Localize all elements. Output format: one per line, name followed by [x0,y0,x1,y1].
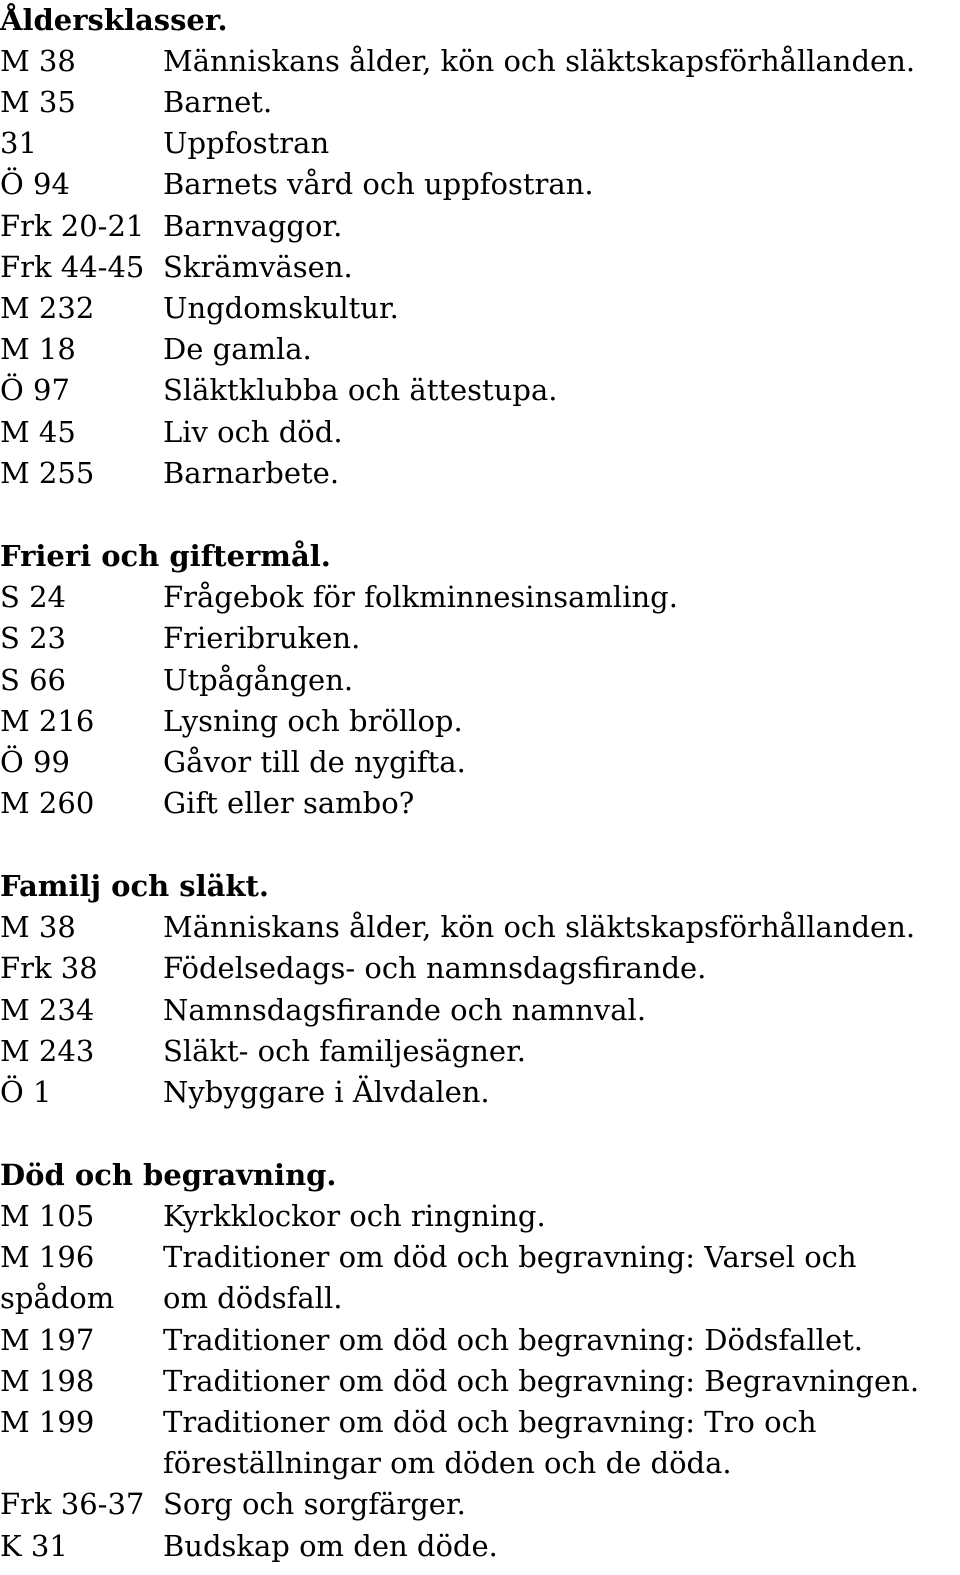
item-title: Födelsedags- och namnsdagsfirande. [163,951,707,985]
item-title: Sorg och sorgfärger. [163,1487,466,1521]
item-code: M 105 [0,1199,95,1233]
item-code: M 198 [0,1364,95,1398]
item-code: M 199 [0,1405,95,1439]
item-code: Frk 36-37 [0,1487,145,1521]
item-code: M 197 [0,1323,95,1357]
item-code: Ö 94 [0,167,70,201]
item-title: Utpågången. [163,663,354,697]
item-title: Barnarbete. [163,456,340,490]
item-title: föreställningar om döden och de döda. [163,1446,732,1480]
item-code: S 24 [0,580,66,614]
item-title: om dödsfall. [163,1281,343,1315]
item-code: M 18 [0,332,76,366]
item-code: M 234 [0,993,95,1027]
item-title: Frågebok för folkminnesinsamling. [163,580,678,614]
item-title: Lysning och bröllop. [163,704,463,738]
item-title: Uppfostran [163,126,330,160]
item-title: Namnsdagsfirande och namnval. [163,993,647,1027]
item-code: Frk 20-21 [0,209,145,243]
item-code: M 38 [0,910,76,944]
item-code: K 31 [0,1529,68,1563]
item-title: Traditioner om död och begravning: Dödsfallet. [163,1323,863,1357]
item-code: M 260 [0,786,95,820]
item-title: Barnet. [163,85,273,119]
item-code: S 23 [0,621,66,655]
item-title: Liv och död. [163,415,343,449]
item-title: Barnets vård och uppfostran. [163,167,594,201]
item-code: M 35 [0,85,76,119]
item-title: Traditioner om död och begravning: Varsel och [163,1240,857,1274]
item-title: Gåvor till de nygifta. [163,745,466,779]
item-code: Frk 38 [0,951,98,985]
item-code: M 255 [0,456,95,490]
item-title: Skrämväsen. [163,250,353,284]
item-title: Nybyggare i Älvdalen. [163,1075,490,1109]
item-code: M 38 [0,44,76,78]
item-code: S 66 [0,663,66,697]
item-title: Traditioner om död och begravning: Begravningen. [163,1364,920,1398]
item-code: Ö 1 [0,1075,52,1109]
item-code: M 45 [0,415,76,449]
item-code: Frk 44-45 [0,250,145,284]
section-heading-aldersklasser: Åldersklasser. [0,3,228,37]
item-code: Ö 99 [0,745,70,779]
item-code: M 216 [0,704,95,738]
section-heading-frieri: Frieri och giftermål. [0,539,331,573]
item-title: Gift eller sambo? [163,786,415,820]
item-title: Släkt- och familjesägner. [163,1034,526,1068]
item-title: Barnvaggor. [163,209,343,243]
item-title: Människans ålder, kön och släktskapsförhållanden. [163,44,916,78]
item-title: Kyrkklockor och ringning. [163,1199,546,1233]
item-code: 31 [0,126,37,160]
item-title: Frieribruken. [163,621,361,655]
item-title: Traditioner om död och begravning: Tro och [163,1405,817,1439]
item-code: M 196 [0,1240,95,1274]
item-title: Ungdomskultur. [163,291,399,325]
item-title: De gamla. [163,332,312,366]
section-heading-dod: Död och begravning. [0,1158,337,1192]
section-heading-familj: Familj och släkt. [0,869,270,903]
item-code: spådom [0,1281,115,1315]
item-code: M 232 [0,291,95,325]
item-title: Budskap om den döde. [163,1529,498,1563]
item-code: Ö 97 [0,373,70,407]
item-code: M 243 [0,1034,95,1068]
item-title: Människans ålder, kön och släktskapsförhållanden. [163,910,916,944]
item-title: Släktklubba och ättestupa. [163,373,558,407]
